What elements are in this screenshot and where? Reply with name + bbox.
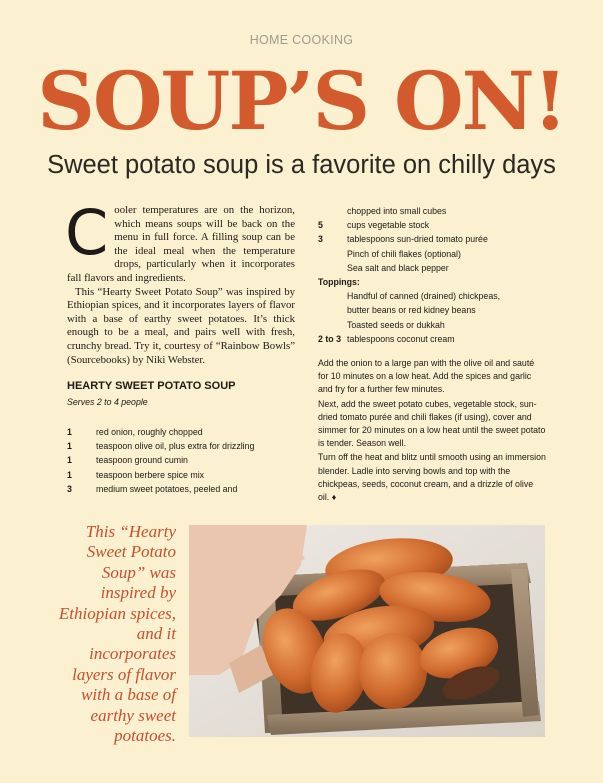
ingredient-qty: 5 — [318, 220, 323, 231]
ingredients-list-continued — [318, 204, 548, 346]
toppings-heading — [318, 275, 548, 289]
recipe-title: HEARTY SWEET POTATO SOUP — [67, 380, 236, 392]
topping-qty: 2 to 3 — [318, 333, 341, 344]
section-label: HOME COOKING — [249, 33, 354, 47]
topping-row — [318, 289, 548, 303]
intro-paragraph: ooler temperatures are on the horizon, which means soups will be back on the menu in full force. A filling soup can be the ideal meal when the temperature drops, particularly when it incorporates fall flavors and ingredients. — [67, 204, 295, 284]
ingredient-row — [318, 261, 548, 275]
ingredient-row — [67, 482, 297, 496]
method-step: Turn off the heat and blitz until smooth using an immersion blender. Ladle into serving bowls and top with the chickpeas, seeds, coconut cream, and a drizzle of olive oil. ♦ — [318, 452, 546, 503]
topping-text: Toasted seeds or dukkah — [347, 319, 445, 330]
ingredient-row — [67, 425, 297, 439]
ingredient-text: cups vegetable stock — [347, 220, 430, 231]
recipe-method — [318, 357, 546, 505]
ingredient-qty: 1 — [67, 441, 72, 452]
topping-text: butter beans or red kidney beans — [347, 305, 476, 316]
ingredient-row — [67, 453, 297, 467]
topping-row — [318, 303, 548, 317]
ingredient-text: tablespoons sun-dried tomato purée — [347, 234, 488, 245]
subhead: Sweet potato soup is a favorite on chilly days — [47, 151, 556, 179]
intro-paragraph: This “Hearty Sweet Potato Soup” was inspired by Ethiopian spices, and it incorporates layers of flavor with a base of earthy sweet potatoes. It’s thick enough to be a meal, and pairs well with fresh, crunchy bread. Try it, courtesy of “Rainbow Bowls” (Sourcebooks) by Niki Webster. — [67, 285, 295, 366]
ingredient-text: red onion, roughly chopped — [96, 427, 203, 437]
ingredient-qty: 3 — [67, 483, 72, 494]
ingredient-text: teaspoon berbere spice mix — [96, 469, 205, 480]
sweet-potato-photo — [189, 525, 545, 737]
ingredient-row — [67, 468, 297, 482]
toppings-label: Toppings: — [318, 276, 360, 287]
ingredient-qty: 3 — [318, 234, 323, 245]
ingredient-text: Sea salt and black pepper — [347, 262, 449, 273]
topping-row — [318, 332, 548, 346]
ingredient-qty: 1 — [67, 455, 72, 466]
ingredient-row — [318, 218, 548, 232]
ingredient-text: chopped into small cubes — [347, 206, 447, 216]
drop-cap: C — [65, 196, 109, 269]
sweet-potato-illustration — [189, 525, 545, 737]
pull-quote: This “Hearty Sweet Potato Soup” was inspired by Ethiopian spices, and it incorporates layers of flavor with a base of earthy sweet potatoes. — [58, 522, 176, 746]
ingredient-qty: 1 — [67, 427, 72, 437]
headline: SOUP’S ON! — [37, 54, 566, 148]
ingredient-text: Pinch of chili flakes (optional) — [347, 248, 461, 259]
ingredient-row — [318, 247, 548, 261]
ingredient-qty: 1 — [67, 469, 72, 480]
method-step: Add the onion to a large pan with the olive oil and sauté for 10 minutes on a low heat. Add the spices and garlic and fry for a further few minutes. — [318, 358, 535, 395]
topping-text: tablespoons coconut cream — [347, 333, 455, 344]
method-step: Next, add the sweet potato cubes, vegetable stock, sun-dried tomato purée and chili flakes (if using), cover and simmer for 20 minutes on a low heat until the sweet potato is tender. Season well. — [318, 398, 546, 449]
ingredient-text: teaspoon ground cumin — [96, 455, 188, 466]
ingredient-row — [318, 232, 548, 246]
topping-row — [318, 318, 548, 332]
ingredient-row — [318, 204, 548, 218]
ingredient-text: medium sweet potatoes, peeled and — [96, 483, 238, 494]
topping-text: Handful of canned (drained) chickpeas, — [347, 291, 501, 302]
intro-text — [65, 196, 295, 367]
ingredient-text: teaspoon olive oil, plus extra for drizzling — [96, 441, 255, 452]
recipe-serves: Serves 2 to 4 people — [67, 397, 148, 407]
ingredients-list — [67, 425, 297, 496]
ingredient-row — [67, 439, 297, 453]
